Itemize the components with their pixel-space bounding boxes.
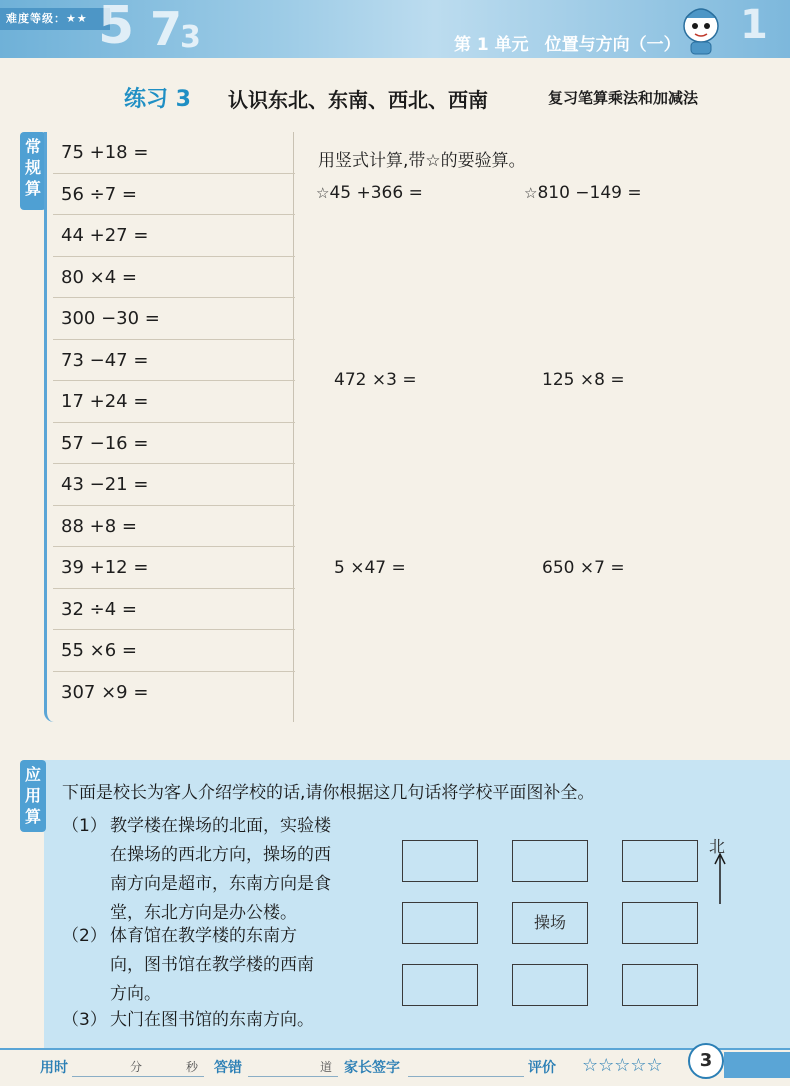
question-row: 55 ×6 =: [53, 630, 295, 672]
minute-unit: 分: [130, 1060, 143, 1074]
deco-digit-3: 3: [180, 20, 201, 55]
lesson-review: 复习笔算乘法和加减法: [548, 89, 699, 107]
question-row: 73 −47 =: [53, 340, 295, 382]
calc-expression: 472 ×3 =: [334, 370, 417, 390]
calc-expression: 810 −149 =: [537, 183, 642, 203]
unit-topic: 位置与方向（一）: [544, 35, 681, 55]
question-row: 44 +27 =: [53, 215, 295, 257]
deco-digit-7: 7: [150, 2, 183, 56]
calc-expression: 45 +366 =: [329, 183, 423, 203]
page-number: 3: [688, 1043, 724, 1079]
parent-sign-line[interactable]: [408, 1076, 524, 1077]
eval-label: 评价: [528, 1060, 556, 1076]
question-row: 300 −30 =: [53, 298, 295, 340]
calc-problem: [542, 558, 625, 578]
deco-digit-5: 5: [98, 0, 135, 56]
clue-line: 教学楼在操场的北面，实验楼: [110, 816, 331, 836]
oral-calc-column: [44, 132, 292, 722]
clue-1-number: （1）: [62, 816, 107, 836]
wrong-unit: 道: [320, 1060, 333, 1074]
north-arrow-icon: [708, 852, 738, 922]
question-row: 57 −16 =: [53, 423, 295, 465]
eval-stars-icon[interactable]: ☆☆☆☆☆: [582, 1055, 663, 1076]
routine-section-label: 常规算: [20, 132, 46, 210]
question-row: 88 +8 =: [53, 506, 295, 548]
calc-expression: 5 ×47 =: [334, 558, 406, 578]
clue-line: 方向。: [110, 984, 161, 1004]
plan-box-empty[interactable]: [622, 902, 698, 944]
clue-3-text: [110, 1006, 314, 1035]
clue-2-text: [110, 922, 314, 1009]
calc-problem: [316, 183, 423, 203]
plan-box-empty[interactable]: [402, 840, 478, 882]
unit-title: [454, 30, 697, 54]
difficulty-stars: ★★: [66, 12, 88, 25]
question-row: 75 +18 =: [53, 132, 295, 174]
deco-digit-1: 1: [740, 2, 768, 48]
clue-2-number: （2）: [62, 926, 107, 946]
calc-problem: [334, 370, 417, 390]
question-row: 307 ×9 =: [61, 681, 149, 703]
parent-sign-label: 家长签字: [344, 1060, 400, 1076]
top-banner: [0, 0, 790, 58]
check-star-icon: ☆: [524, 184, 538, 202]
clue-1-text: [110, 812, 331, 928]
vertical-calc-instruction: 用竖式计算,带☆的要验算。: [318, 151, 526, 171]
plan-box-empty[interactable]: [622, 840, 698, 882]
wrong-line: [248, 1076, 338, 1077]
calc-expression: 125 ×8 =: [542, 370, 625, 390]
lesson-number: 练习 3: [124, 87, 191, 112]
question-row: 17 +24 =: [53, 381, 295, 423]
plan-box-empty[interactable]: [402, 902, 478, 944]
plan-box-empty[interactable]: [512, 964, 588, 1006]
clue-3-number: （3）: [62, 1010, 107, 1030]
calc-problem: [524, 183, 642, 203]
applied-question: 下面是校长为客人介绍学校的话,请你根据这几句话将学校平面图补全。: [62, 783, 595, 803]
page-tab: [724, 1052, 790, 1078]
clue-line: 南方向是超市，东南方向是食: [110, 874, 331, 894]
plan-box-empty[interactable]: [402, 964, 478, 1006]
clue-line: 堂，东北方向是办公楼。: [110, 903, 297, 923]
north-label: 北: [709, 837, 726, 856]
question-row: 80 ×4 =: [53, 257, 295, 299]
plan-box-empty[interactable]: [622, 964, 698, 1006]
difficulty-label: 难度等级：: [6, 12, 66, 25]
wrong-label: 答错: [214, 1060, 242, 1076]
time-label: 用时: [40, 1060, 68, 1076]
calc-problem: [334, 558, 406, 578]
question-row: 56 ÷7 =: [53, 174, 295, 216]
plan-box-empty[interactable]: [512, 840, 588, 882]
footer-bar: [0, 1048, 790, 1086]
lesson-topic: 认识东北、东南、西北、西南: [228, 88, 488, 112]
time-line: [72, 1076, 204, 1077]
clue-line: 大门在图书馆的东南方向。: [110, 1010, 314, 1030]
clue-line: 体育馆在教学楼的东南方: [110, 926, 297, 946]
lesson-header: [0, 74, 790, 114]
plan-box-playground: 操场: [512, 902, 588, 944]
applied-section-label: 应用算: [20, 760, 46, 832]
unit-number: 第 1 单元: [454, 35, 529, 55]
clue-line: 向，图书馆在教学楼的西南: [110, 955, 314, 975]
clue-line: 在操场的西北方向，操场的西: [110, 845, 331, 865]
difficulty-badge: [0, 8, 110, 30]
question-row: 43 −21 =: [53, 464, 295, 506]
mascot-icon: [676, 4, 726, 56]
question-row: 39 +12 =: [53, 547, 295, 589]
check-star-icon: ☆: [316, 184, 330, 202]
question-row: 32 ÷4 =: [53, 589, 295, 631]
second-unit: 秒: [186, 1060, 199, 1074]
calc-problem: [542, 370, 625, 390]
calc-expression: 650 ×7 =: [542, 558, 625, 578]
